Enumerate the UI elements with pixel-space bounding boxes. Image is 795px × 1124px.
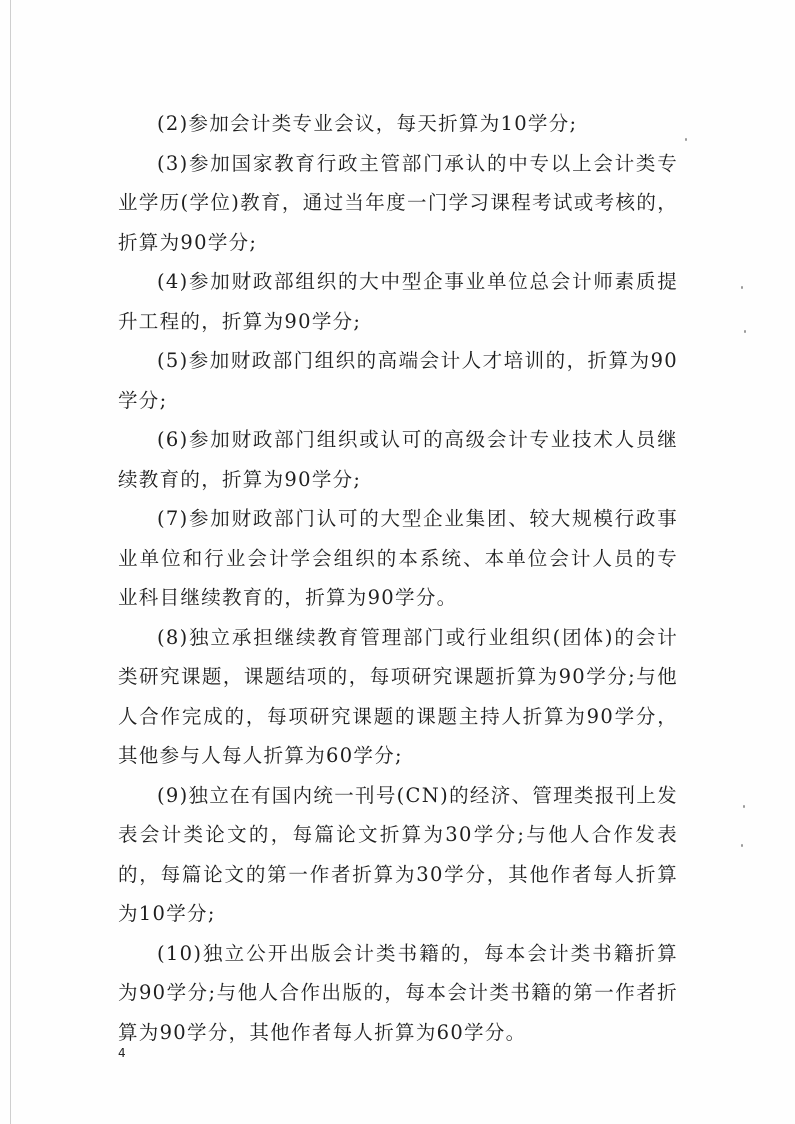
paragraph-item-6: (6)参加财政部门组织或认可的高级会计专业技术人员继续教育的，折算为90学分; [118,428,678,491]
paragraph-item-8: (8)独立承担继续教育管理部门或行业组织(团体)的会计类研究课题，课题结项的，每项研究课题折算为90学分;与他人合作完成的，每项研究课题的课题主持人折算为90学分，其他参与人每人折算为60学分; [118,625,678,767]
paragraph-item-4: (4)参加财政部组织的大中型企事业单位总会计师素质提升工程的，折算为90学分; [118,270,678,333]
paragraph-item-10: (10)独立公开出版会计类书籍的，每本会计类书籍折算为90学分;与他人合作出版的，每本会计类书籍的第一作者折算为90学分，其他作者每人折算为60学分。 [118,941,678,1044]
paragraph-item-5: (5)参加财政部门组织的高端会计人才培训的，折算为90学分; [118,349,678,412]
paragraph-item-7: (7)参加财政部门认可的大型企业集团、较大规模行政事业单位和行业会计学会组织的本系统、本单位会计人员的专业科目继续教育的，折算为90学分。 [118,507,678,609]
scan-edge-line [10,0,11,1124]
paragraph-item-3: (3)参加国家教育行政主管部门承认的中专以上会计类专业学历(学位)教育，通过当年度一门学习课程考试或考核的，折算为90学分; [118,151,678,254]
body-text [118,104,678,1052]
scan-speck [741,286,743,289]
scan-speck [741,844,743,847]
page-number: 4 [118,1046,126,1060]
paragraph-item-9: (9)独立在有国内统一刊号(CN)的经济、管理类报刊上发表会计类论文的，每篇论文折算为30学分;与他人合作发表的，每篇论文的第一作者折算为30学分，其他作者每人折算为10学分; [118,783,678,925]
scan-speck [744,330,746,333]
paragraph-item-2: (2)参加会计类专业会议，每天折算为10学分; [157,112,578,135]
scan-speck [743,805,745,808]
scan-speck [685,138,687,141]
